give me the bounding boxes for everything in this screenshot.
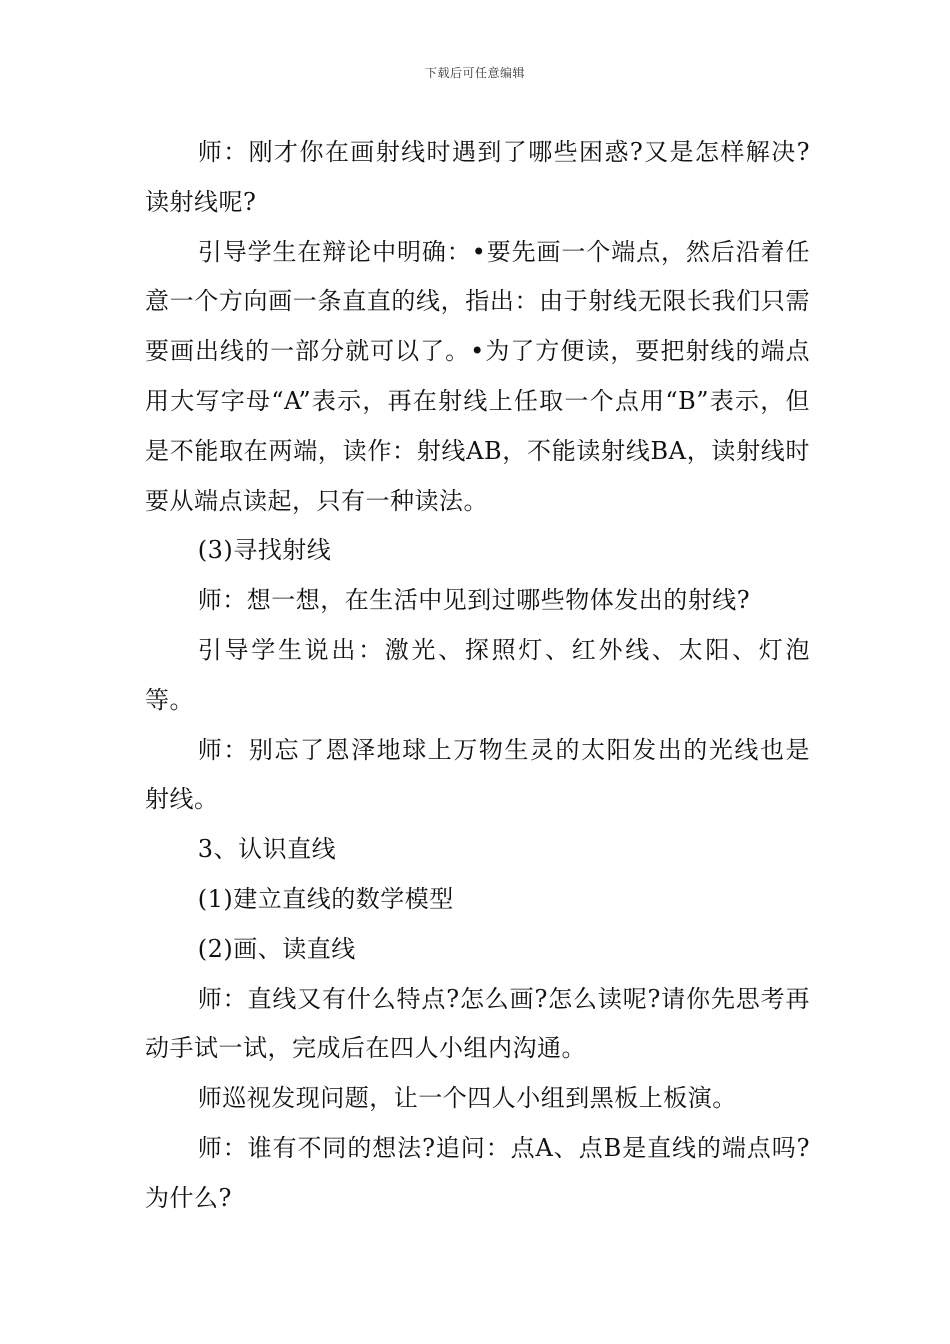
paragraph-4: 师：想一想，在生活中见到过哪些物体发出的射线?	[197, 586, 751, 615]
paragraph-3: (3)寻找射线	[197, 536, 332, 565]
document-body	[145, 128, 810, 1224]
paragraph-6: 师：别忘了恩泽地球上万物生灵的太阳发出的光线也是射线。	[145, 735, 810, 814]
paragraph-10: 师：直线又有什么特点?怎么画?怎么读呢?请你先思考再动手试一试，完成后在四人小组内沟通。	[145, 984, 810, 1063]
paragraph-2: 引导学生在辩论中明确：•要先画一个端点，然后沿着任意一个方向画一条直直的线，指出：由于射线无限长我们只需要画出线的一部分就可以了。•为了方便读，要把射线的端点用大写字母“A”表示，再在射线上任取一个点用“B”表示，但是不能取在两端，读作：射线AB，不能读射线BA，读射线时要从端点读起，只有一种读法。	[145, 237, 810, 515]
paragraph-1: 师：刚才你在画射线时遇到了哪些困惑?又是怎样解决?读射线呢?	[145, 138, 810, 216]
paragraph-7: 3、认识直线	[197, 835, 337, 864]
paragraph-12: 师：谁有不同的想法?追问：点A、点B是直线的端点吗?为什么?	[145, 1133, 810, 1212]
paragraph-5: 引导学生说出：激光、探照灯、红外线、太阳、灯泡等。	[145, 635, 810, 714]
page-header-note: 下载后可任意编辑	[424, 66, 525, 80]
paragraph-11: 师巡视发现问题，让一个四人小组到黑板上板演。	[197, 1084, 737, 1113]
paragraph-8: (1)建立直线的数学模型	[197, 884, 454, 913]
paragraph-9: (2)画、读直线	[197, 934, 356, 963]
